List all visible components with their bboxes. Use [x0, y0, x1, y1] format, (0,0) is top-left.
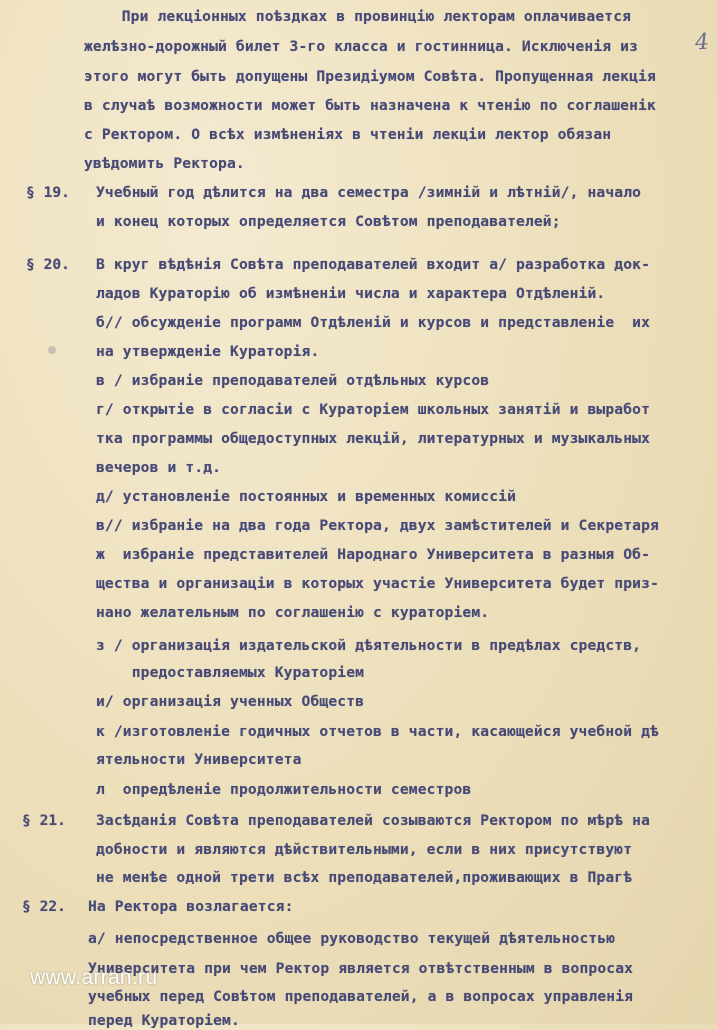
text-line: к /изготовленіе годичных отчетов в части, касающейся учебной дѣ — [96, 723, 659, 740]
ink-smudge — [48, 346, 56, 354]
text-line: Засѣданія Совѣта преподавателей созываются Ректором по мѣрѣ на — [96, 812, 651, 829]
text-line: щества и организаціи в которых участіе Университета будет приз- — [96, 575, 659, 592]
text-line: в// избраніе на два года Ректора, двух замѣстителей и Секретаря — [96, 517, 659, 534]
text-line: не менѣе одной трети всѣх преподавателей,проживающих в Прагѣ — [96, 869, 633, 886]
text-line: предоставляемых Кураторіем — [96, 664, 365, 681]
section-19-marker: § 19. — [26, 184, 70, 201]
text-line: В круг вѣдѣнія Совѣта преподавателей входит а/ разработка док- — [96, 256, 651, 273]
section-21-marker: § 21. — [22, 812, 66, 829]
text-line: в / избраніе преподавателей отдѣльных курсов — [96, 372, 490, 389]
text-line: этого могут быть допущены Президіумом Совѣта. Пропущенная лекція — [84, 68, 656, 85]
text-line: ятельности Университета — [96, 751, 302, 768]
text-line: желѣзно-дорожный билет 3-го класса и гостинница. Исключенія из — [84, 38, 639, 55]
handwritten-page-number: 4 — [694, 29, 710, 56]
text-line: учебных перед Совѣтом преподавателей, а в вопросах управленія — [88, 988, 634, 1005]
text-line: г/ открытіе в согласіи с Кураторіем школьных занятій и выработ — [96, 401, 651, 418]
section-22-marker: § 22. — [22, 898, 66, 915]
text-line: в случаѣ возможности может быть назначена к чтенію по соглашенік — [84, 97, 656, 114]
text-line: на утвержденіе Кураторія. — [96, 343, 320, 360]
text-line: л опредѣленіе продолжительности семестров — [96, 781, 472, 798]
text-line: увѣдомить Ректора. — [84, 155, 245, 172]
text-line: перед Кураторіем. — [88, 1012, 240, 1029]
text-line: с Ректором. О всѣх измѣненіях в чтеніи лекціи лектор обязан — [84, 126, 612, 143]
text-line: д/ установленіе постоянных и временных комиссій — [96, 488, 517, 505]
text-line: Университета при чем Ректор является отвѣтственным в вопросах — [88, 960, 634, 977]
site-watermark: www.arran.ru — [30, 966, 158, 989]
text-line: и/ организація ученных Обществ — [96, 693, 365, 710]
text-line: а/ непосредственное общее руководство текущей дѣятельностью — [88, 930, 616, 947]
section-20-marker: § 20. — [26, 256, 70, 273]
text-line: При лекціонных поѣздках в провинцію лекторам оплачивается — [86, 8, 632, 25]
text-line: ладов Кураторію об измѣненіи числа и характера Отдѣленій. — [96, 285, 606, 302]
text-line: з / организація издательской дѣятельности в предѣлах средств, — [96, 637, 642, 654]
text-line: вечеров и т.д. — [96, 459, 222, 476]
text-line: На Ректора возлагается: — [88, 898, 294, 915]
text-line: и конец которых определяется Совѣтом преподавателей; — [96, 213, 561, 230]
text-line: Учебный год дѣлится на два семестра /зимній и лѣтній/, начало — [96, 184, 642, 201]
text-line: тка программы общедоступных лекцій, литературных и музыкальных — [96, 430, 651, 447]
text-line: добности и являются дѣйствительными, если в них присутствуют — [96, 841, 633, 858]
text-line: нано желательным по соглашенію с кураторіем. — [96, 604, 490, 621]
text-line: б// обсужденіе программ Отдѣленій и курсов и представленіе их — [96, 314, 651, 331]
text-line: ж избраніе представителей Народнаго Университета в разныя Об- — [96, 546, 651, 563]
